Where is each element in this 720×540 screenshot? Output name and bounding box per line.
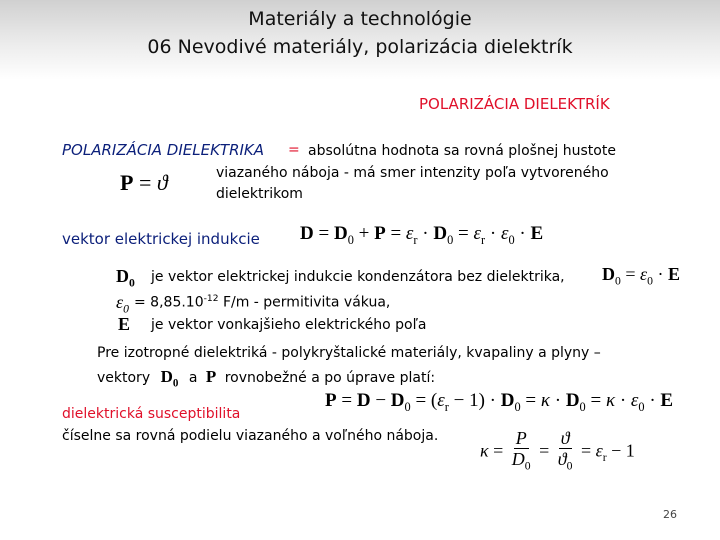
isotropic-line-1: Pre izotropné dielektriká - polykryštalické materiály, kvapaliny a plyny –: [97, 345, 601, 361]
symbol-d0: $D_0$: [116, 266, 135, 290]
isotropic-line-2-post: rovnobežné a po úprave platí:: [224, 370, 436, 386]
symbol-eps0: $\varepsilon_0$: [116, 292, 129, 316]
header-title: Materiály a technológie: [248, 8, 472, 30]
section-title: POLARIZÁCIA DIELEKTRÍK: [419, 95, 610, 113]
definition-text-3: dielektrikom: [216, 186, 303, 202]
symbol-d0-inline: $D_0$: [160, 367, 179, 390]
legend-eps-unit: F/m - permitivita vákua,: [222, 294, 391, 311]
legend-e-text: je vektor vonkajšieho elektrického poľa: [151, 317, 427, 333]
legend-eps-value: = 8,85.10: [134, 294, 204, 311]
page-number: 26: [663, 508, 677, 521]
definition-text-1: absolútna hodnota sa rovná plošnej hustote: [308, 143, 616, 159]
legend-eps-exponent: -12: [203, 294, 219, 304]
legend-eps-row: [134, 294, 390, 311]
formula-susceptibility: $P = D - D_0 = (\varepsilon_r - 1) \cdot D_0 = \kappa \cdot D_0 = \kappa \cdot \varepsilon_0 \cdot E$: [325, 390, 674, 414]
formula-d0: $D_0 = \varepsilon_0 \cdot E$: [602, 264, 680, 288]
definition-equals: =: [288, 142, 300, 158]
susceptibility-text: číselne sa rovná podielu viazaného a voľného náboja.: [62, 428, 439, 444]
isotropic-line-2-mid: a: [188, 370, 198, 386]
formula-induction: $D = D_0 + P = \varepsilon_r \cdot D_0 = \varepsilon_r \cdot \varepsilon_0 \cdot E$: [300, 223, 544, 247]
symbol-p-inline: P: [205, 367, 217, 386]
definition-text-2: viazaného náboja - má smer intenzity poľa vytvoreného: [216, 165, 609, 181]
header-subtitle: 06 Nevodivé materiály, polarizácia dielektrík: [147, 36, 573, 58]
induction-label: vektor elektrickej indukcie: [62, 230, 260, 248]
susceptibility-label: dielektrická susceptibilita: [62, 406, 241, 422]
isotropic-line-2-pre: vektory: [97, 370, 151, 386]
symbol-e: E: [118, 314, 131, 334]
formula-polarization: P = ϑ: [120, 170, 168, 195]
formula-kappa: κ = $\frac{P}{D_0}$ = $\frac{ϑ}{ϑ_0}$ = $\varepsilon_r - 1$: [480, 428, 635, 473]
legend-d0-text: je vektor elektrickej indukcie kondenzátora bez dielektrika,: [151, 269, 565, 285]
isotropic-line-2: [97, 367, 435, 389]
definition-term: POLARIZÁCIA DIELEKTRIKA: [62, 141, 265, 159]
